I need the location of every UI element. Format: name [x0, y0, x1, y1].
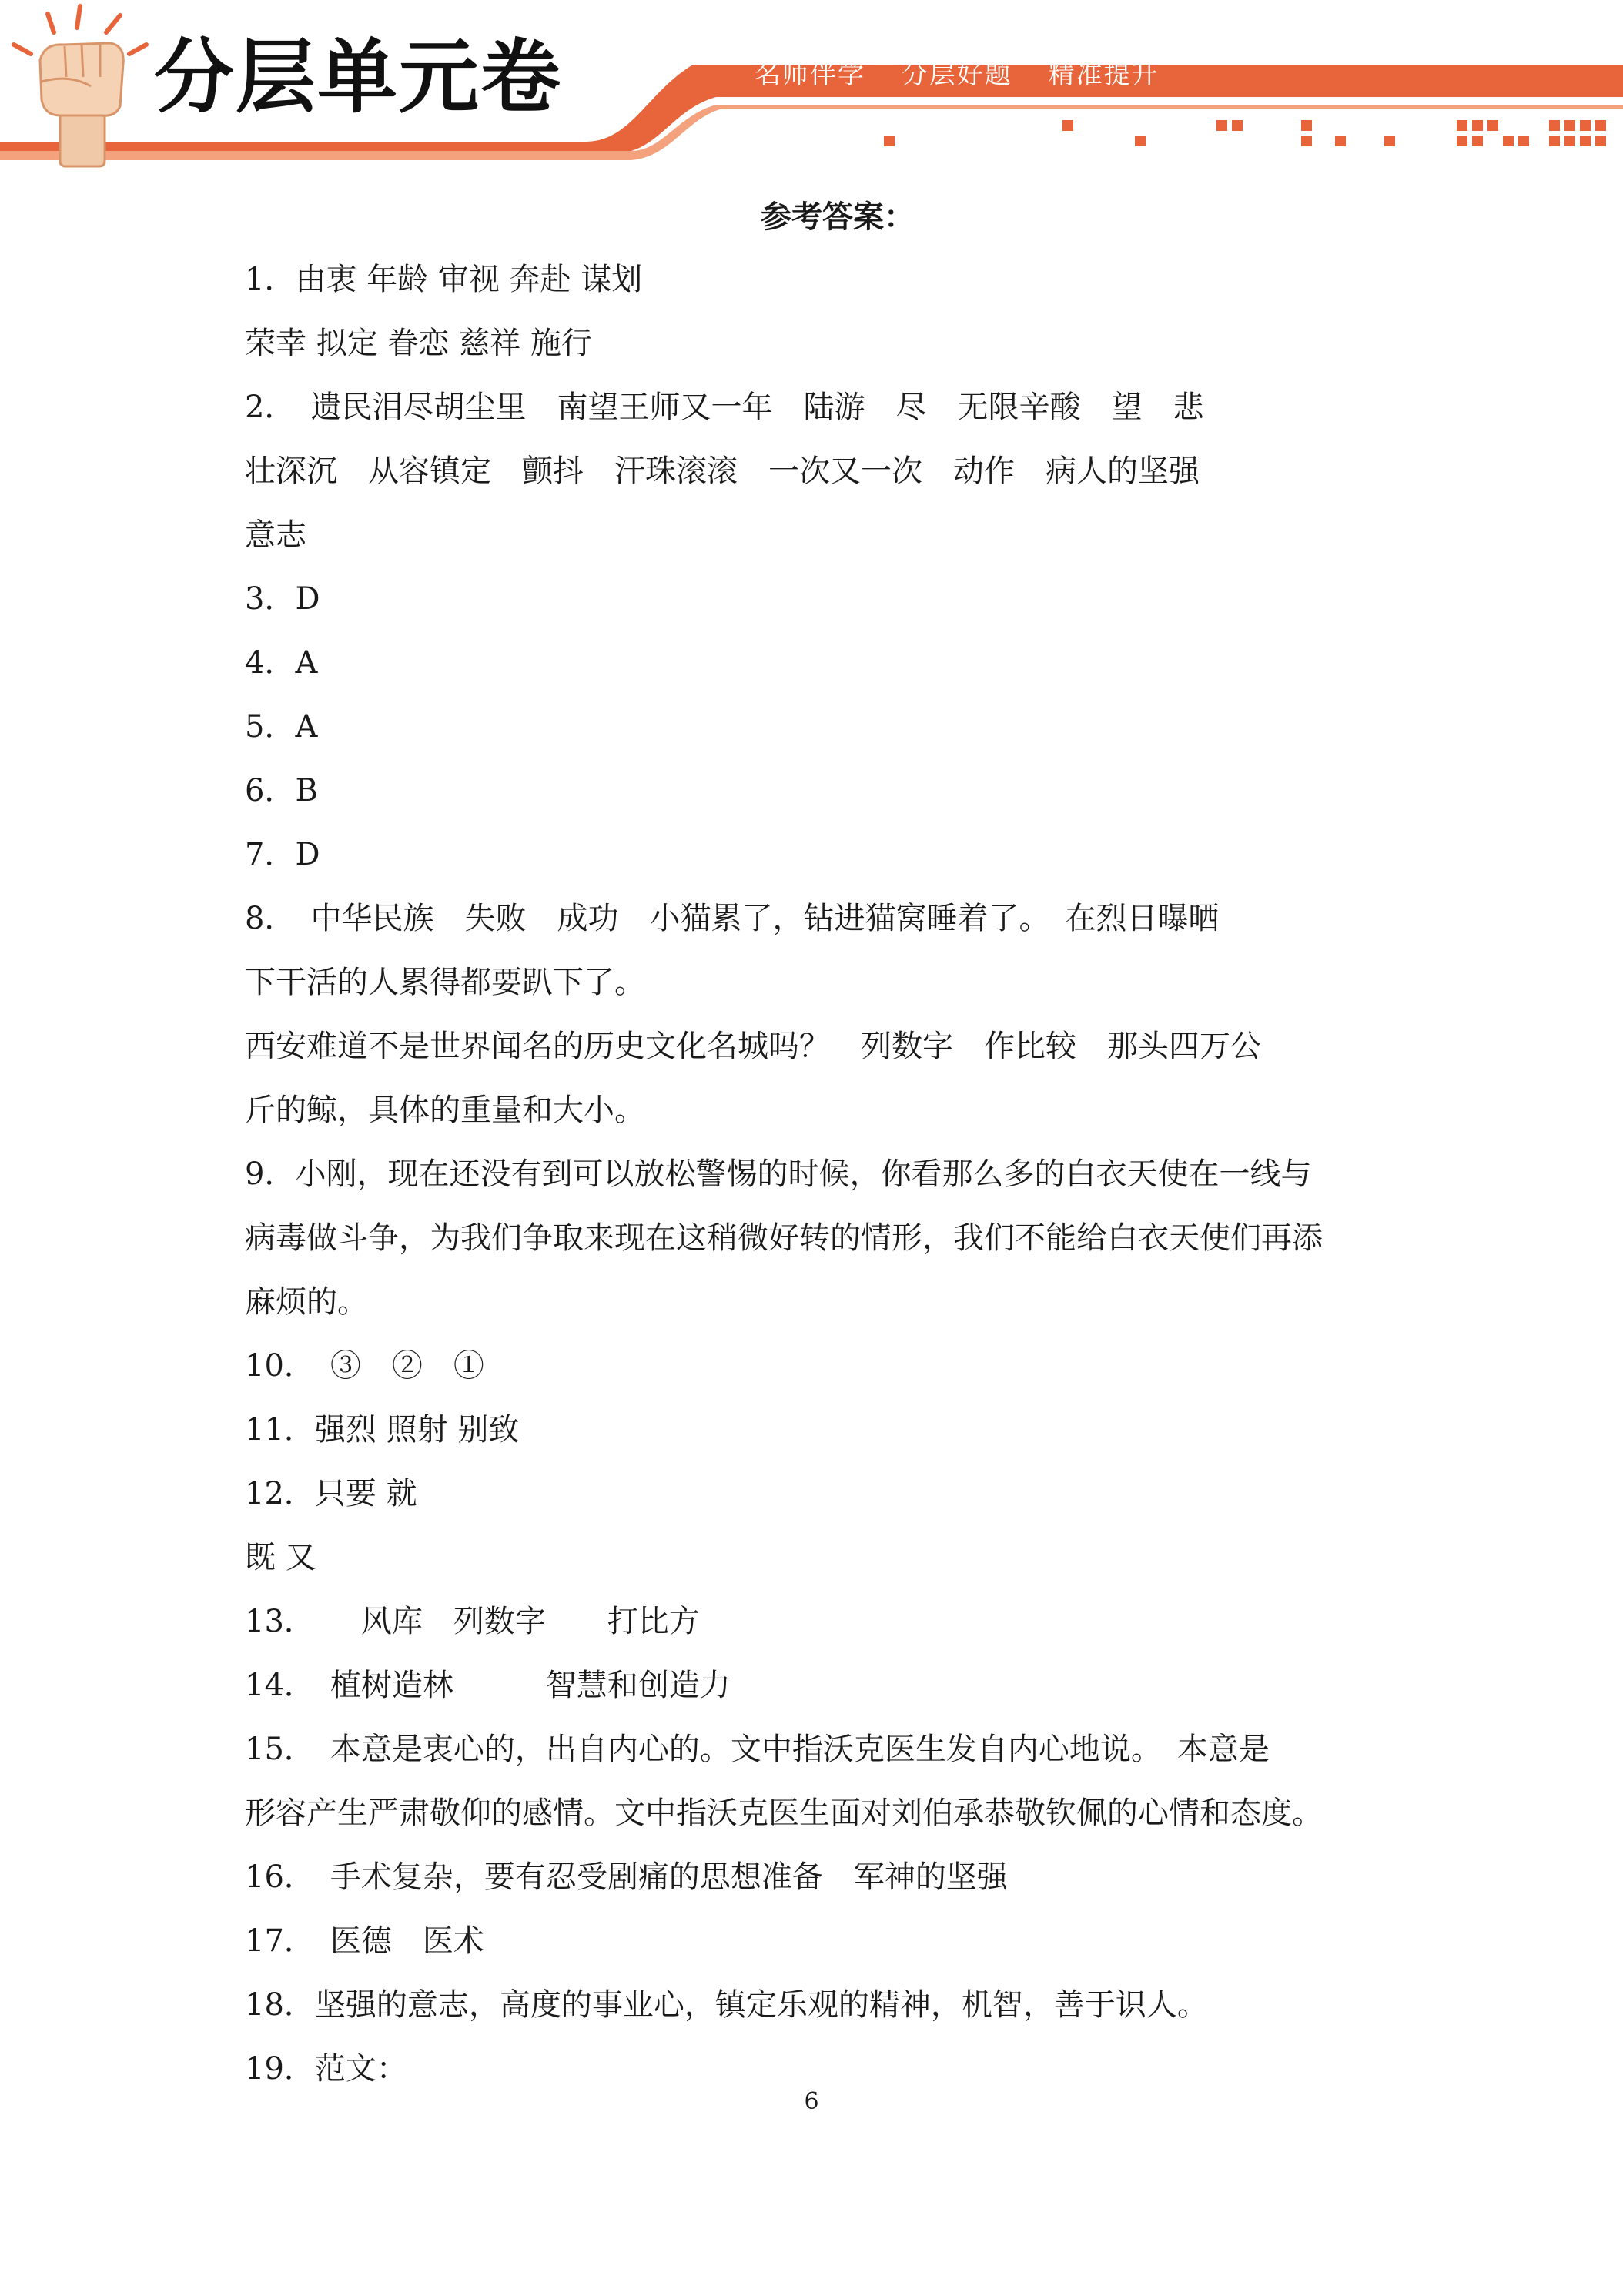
- answer-line: 病毒做斗争，为我们争取来现在这稍微好转的情形，我们不能给白衣天使们再添: [245, 1220, 1323, 1256]
- answer-line: 11．强烈 照射 别致: [245, 1412, 520, 1448]
- answer-line: 意志: [245, 517, 306, 553]
- answer-line: 下干活的人累得都要趴下了。: [245, 965, 645, 1000]
- answer-line: 18．坚强的意志，高度的事业心，镇定乐观的精神，机智，善于识人。: [245, 1987, 1208, 2023]
- page-number: 6: [804, 2088, 819, 2115]
- section-heading: 参考答案：: [761, 199, 915, 235]
- answer-line: 5．A: [245, 709, 318, 745]
- answer-line: 1．由衷 年龄 审视 奔赴 谋划: [245, 262, 643, 297]
- header-slogan: [755, 59, 1186, 90]
- page-header: [0, 0, 1623, 177]
- slogan-item: 分层好题: [901, 59, 1012, 90]
- slogan-item: 精准提升: [1048, 59, 1160, 90]
- answer-line: 3．D: [245, 581, 320, 617]
- answer-line: 7．D: [245, 837, 320, 872]
- answer-line: 8． 中华民族 失败 成功 小猫累了，钻进猫窝睡着了。 在烈日曝晒: [245, 901, 1220, 936]
- answer-line: 17． 医德 医术: [245, 1923, 484, 1959]
- answer-line: 4．A: [245, 645, 318, 681]
- answer-line: 19．范文：: [245, 2051, 407, 2087]
- answer-line: 斤的鲸，具体的重量和大小。: [245, 1093, 645, 1128]
- answer-line: 9．小刚，现在还没有到可以放松警惕的时候，你看那么多的白衣天使在一线与: [245, 1156, 1312, 1192]
- answer-line: 10． ③ ② ①: [245, 1348, 484, 1384]
- answer-line: 既 又: [245, 1540, 316, 1575]
- brand-title: 分层单元卷: [154, 30, 563, 124]
- answer-line: 6．B: [245, 773, 318, 808]
- answer-line: 壮深沉 从容镇定 颤抖 汗珠滚滚 一次又一次 动作 病人的坚强: [245, 454, 1200, 489]
- answer-line: 13． 风库 列数字 打比方: [245, 1604, 700, 1639]
- answer-line: 西安难道不是世界闻名的历史文化名城吗？ 列数字 作比较 那头四万公: [245, 1029, 1261, 1064]
- answer-line: 16． 手术复杂，要有忍受剧痛的思想准备 军神的坚强: [245, 1859, 1008, 1895]
- answer-line: 麻烦的。: [245, 1284, 368, 1320]
- answer-line: 15． 本意是衷心的，出自内心的。文中指沃克医生发自内心地说。 本意是: [245, 1732, 1270, 1767]
- answer-line: 2． 遗民泪尽胡尘里 南望王师又一年 陆游 尽 无限辛酸 望 悲: [245, 390, 1204, 425]
- answer-line: 14． 植树造林 智慧和创造力: [245, 1668, 731, 1703]
- answer-lines: [245, 248, 1384, 2101]
- answer-line: 形容产生严肃敬仰的感情。文中指沃克医生面对刘伯承恭敬钦佩的心情和态度。: [245, 1796, 1323, 1831]
- answer-line: 12．只要 就: [245, 1476, 417, 1511]
- answer-line: 荣幸 拟定 眷恋 慈祥 施行: [245, 326, 592, 361]
- slogan-item: 名师伴学: [755, 59, 865, 90]
- answer-content: [245, 196, 1384, 2101]
